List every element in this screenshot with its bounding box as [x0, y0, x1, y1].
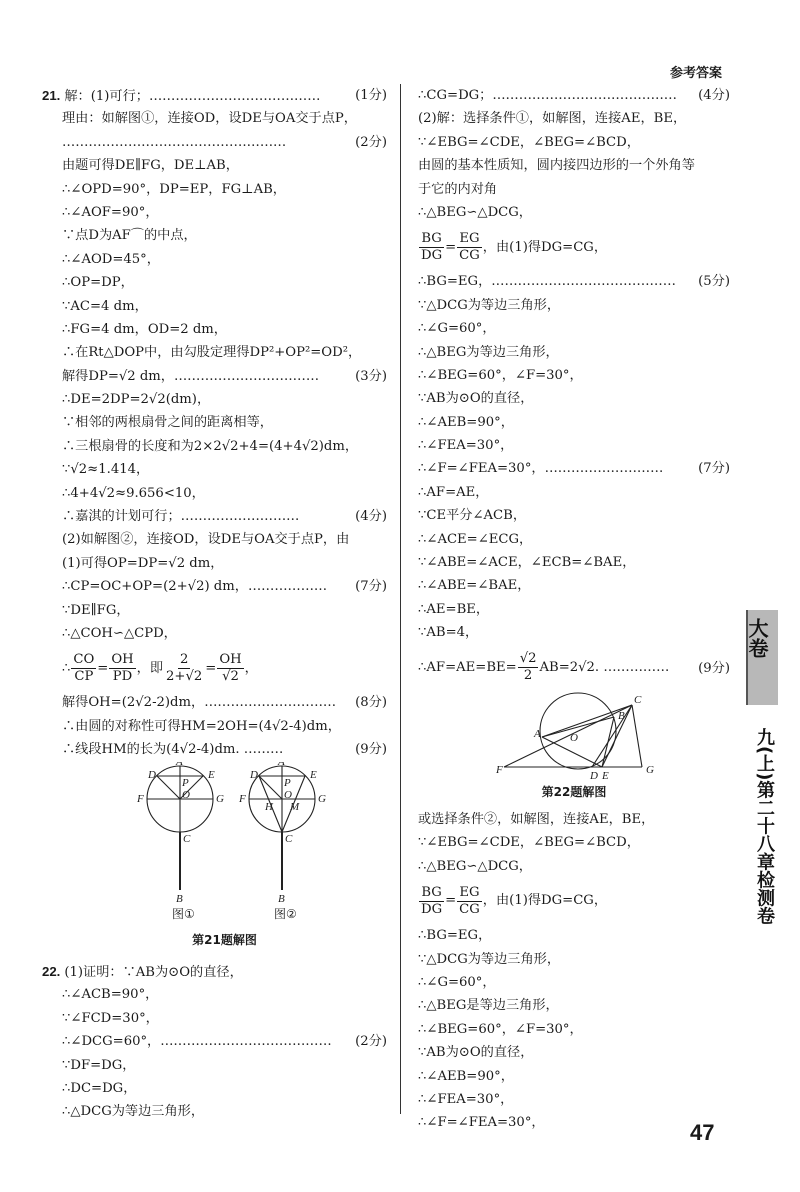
figure-2 — [249, 766, 315, 890]
line-text: (2)解：选择条件①，如解图，连接AE，BE， — [418, 111, 687, 127]
text-line — [62, 1030, 387, 1053]
text-line — [418, 621, 730, 644]
page-header-title: 参考答案 — [669, 66, 722, 81]
q22-figure-caption: 第22题解图 — [541, 784, 607, 799]
text-line — [62, 178, 387, 201]
line-text: (2)如解图②，连接OD，设DE与OA交于点P，由 — [62, 532, 350, 548]
text-line — [62, 528, 387, 551]
text-line — [62, 552, 387, 575]
figure-1 — [147, 766, 213, 890]
text-line — [62, 318, 387, 341]
line-text: ∴∠ACB=90°， — [62, 987, 159, 1003]
line-text: ∴BG=EG，…………………………………… — [418, 274, 676, 290]
q21-solution-part1 — [42, 84, 387, 645]
line-text: ∴由圆的对称性可得HM=2OH=(4√2-4)dm， — [62, 718, 341, 734]
line-text: ∵∠FCD=30°， — [62, 1010, 159, 1026]
fig2-label-C: C — [285, 832, 293, 845]
right-column — [418, 84, 730, 1135]
text-line — [418, 1065, 730, 1088]
text-line — [62, 691, 387, 714]
line-text: ∴∠BEG=60°，∠F=30°， — [418, 367, 583, 383]
line-text: ∴嘉淇的计划可行；……………………… — [62, 509, 300, 525]
line-text: ∵AB为⊙O的直径， — [418, 391, 534, 407]
text-line — [418, 434, 730, 457]
line-text: 解得OH=(2√2-2)dm，………………………… — [62, 695, 337, 711]
fig1-label-B: B — [176, 892, 183, 905]
score-label: (2分) — [355, 134, 387, 150]
line-text: ∴DC=DG， — [62, 1080, 137, 1096]
line-text: ∴CP=OC+OP=(2+√2) dm，……………… — [62, 579, 328, 595]
q22-fraction-line-3: $\frac{BG}{DG}$ = $\frac{EG}{CG}$ ，由(1)得DG=CG， — [421, 884, 608, 917]
text-line — [418, 574, 730, 597]
q22-figure-svg — [418, 691, 730, 781]
text-line — [62, 482, 387, 505]
fig3-label-A: A — [534, 727, 541, 740]
text-line — [418, 924, 730, 947]
line-text: 由题可得DE∥FG，DE⊥AB， — [62, 158, 239, 174]
line-text: ∴△BEG为等边三角形， — [418, 344, 559, 360]
text-line — [418, 855, 730, 878]
line-text: 由圆的基本性质知，圆内接四边形的一个外角等 — [418, 158, 695, 174]
score-label: (7分) — [355, 579, 387, 595]
text-line — [62, 224, 387, 247]
line-text: ∴FG=4 dm，OD=2 dm， — [62, 321, 227, 337]
line-text: ∴∠G=60°， — [418, 974, 496, 990]
text-line — [62, 1007, 387, 1030]
fig1-label-P: P — [182, 776, 189, 789]
q22-fraction-line-2: ∴AF=AE=BE= $\frac{√2}{2}$ AB=2√2. …………… (9分) — [418, 651, 730, 684]
text-line — [62, 365, 387, 388]
column-divider — [400, 84, 401, 1114]
side-chapter-label: 九(上)第二十八章检测卷 — [754, 728, 775, 925]
line-text: ∵相邻的两根扇骨之间的距离相等， — [62, 415, 273, 431]
score-label: (5分) — [698, 274, 730, 290]
fig2-label-D: D — [250, 768, 258, 781]
fig3-label-F: F — [496, 763, 503, 776]
line-text: ∴∠ACE=∠ECG， — [418, 531, 533, 547]
text-line — [418, 481, 730, 504]
line-text: ∵AB为⊙O的直径， — [418, 1045, 534, 1061]
line-text: ∴∠AEB=90°， — [418, 1068, 514, 1084]
text-line — [418, 364, 730, 387]
fig1-label-O: O — [182, 788, 190, 801]
fig1-label-D: D — [148, 768, 156, 781]
text-line — [62, 201, 387, 224]
q22-fraction-line-1: $\frac{BG}{DG}$ = $\frac{EG}{CG}$ ，由(1)得DG=CG， — [421, 230, 608, 263]
text-line — [418, 84, 730, 107]
line-text: ∴BG=EG， — [418, 928, 492, 944]
score-label: (9分) — [355, 742, 387, 758]
text-line — [418, 808, 730, 831]
fig2-label-G: G — [318, 792, 326, 805]
line-text: ∴AF=AE， — [418, 484, 489, 500]
text-line — [418, 294, 730, 317]
fig3-label-E: E — [602, 769, 609, 781]
line-text: (1)可得OP=DP=√2 dm， — [62, 555, 224, 571]
line-text: ∴△COH∽△CPD， — [62, 625, 177, 641]
q21-figure-svg — [62, 762, 387, 937]
fig1-label-E: E — [208, 768, 215, 781]
text-line — [418, 131, 730, 154]
text-line — [418, 178, 730, 201]
line-text: ∵DE∥FG， — [62, 602, 130, 618]
fig2-label-E: E — [310, 768, 317, 781]
text-line — [62, 738, 387, 761]
line-text: ∴∠FEA=30°， — [418, 438, 514, 454]
score-label: (4分) — [355, 509, 387, 525]
line-text: ∵∠EBG=∠CDE，∠BEG=∠BCD， — [418, 835, 640, 851]
q21-figure-caption: 第21题解图 — [192, 932, 257, 947]
text-line — [418, 971, 730, 994]
text-line — [62, 715, 387, 738]
text-line — [62, 388, 387, 411]
fig1-label-F: F — [137, 792, 144, 805]
text-line — [418, 270, 730, 293]
text-line — [418, 831, 730, 854]
line-text: …………………………………………… — [62, 134, 287, 150]
line-text: ∴OP=DP， — [62, 275, 134, 291]
fig2-label-P: P — [284, 776, 291, 789]
line-text: ∵CE平分∠ACB， — [418, 508, 527, 524]
fig2-label-F: F — [239, 792, 246, 805]
text-line — [42, 960, 387, 983]
line-text: ∴∠AOF=90°， — [62, 204, 159, 220]
side-tab-label: 大卷 — [745, 618, 769, 658]
fig2-label-H: H — [265, 800, 273, 813]
text-line — [62, 154, 387, 177]
fig2-label-M: M — [290, 800, 300, 813]
line-text: ∴∠ABE=∠BAE， — [418, 578, 531, 594]
line-text: ∴△BEG∽△DCG， — [418, 858, 532, 874]
line-text: ∴三根扇骨的长度和为2×2√2+4=(4+4√2)dm， — [62, 438, 359, 454]
fig3-label-B: B — [618, 709, 625, 722]
text-line — [418, 1088, 730, 1111]
line-text: 解：(1)可行；………………………………… — [64, 89, 321, 104]
text-line — [62, 411, 387, 434]
fig2-label-A: A — [278, 761, 285, 768]
text-line — [418, 107, 730, 130]
text-line — [418, 528, 730, 551]
score-label: (2分) — [355, 1034, 387, 1050]
line-text: (1)证明：∵AB为⊙O的直径， — [64, 964, 243, 980]
line-text: ∵AB=4， — [418, 625, 479, 641]
line-text: ∴∠G=60°， — [418, 321, 496, 337]
text-line — [62, 131, 387, 154]
score-label: (8分) — [355, 695, 387, 711]
text-line — [62, 248, 387, 271]
line-text: ∵△DCG为等边三角形， — [418, 297, 561, 313]
text-line — [62, 983, 387, 1006]
text-line — [62, 435, 387, 458]
text-line — [62, 458, 387, 481]
line-text: ∴∠F=∠FEA=30°，……………………… — [418, 461, 664, 477]
line-text: ∵△DCG为等边三角形， — [418, 951, 561, 967]
line-text: ∴AE=BE， — [418, 601, 490, 617]
fig1-caption: 图① — [172, 906, 195, 921]
text-line — [418, 457, 730, 480]
line-text: ∵∠EBG=∠CDE，∠BEG=∠BCD， — [418, 134, 640, 150]
text-line — [62, 1054, 387, 1077]
q21-figures — [62, 762, 387, 937]
text-line — [418, 154, 730, 177]
line-text: ∵∠ABE=∠ACE，∠ECB=∠BAE， — [418, 555, 636, 571]
q22-solution-part2 — [418, 84, 730, 224]
line-text: ∵点D为AF⌒的中点， — [62, 228, 197, 244]
text-line — [62, 1100, 387, 1123]
line-text: 或选择条件②，如解图，连接AE，BE， — [418, 812, 655, 827]
q21-solution-part2 — [62, 691, 387, 761]
line-text: ∴∠DCG=60°，………………………………… — [62, 1034, 332, 1050]
q22-alt-solution-part2 — [418, 924, 730, 1135]
q22-figure — [418, 691, 730, 781]
fig1-label-G: G — [216, 792, 224, 805]
fig1-label-C: C — [183, 832, 191, 845]
text-line — [418, 411, 730, 434]
text-line — [62, 107, 387, 130]
q22-solution-part1 — [42, 960, 387, 1124]
line-text: ∴∠F=∠FEA=30°， — [418, 1115, 545, 1131]
fig2-label-B: B — [278, 892, 285, 905]
text-line — [62, 622, 387, 645]
line-text: ∴△BEG∽△DCG， — [418, 204, 532, 220]
text-line — [418, 341, 730, 364]
text-line — [62, 575, 387, 598]
text-line — [62, 295, 387, 318]
text-line — [418, 317, 730, 340]
fig3-label-C: C — [634, 693, 642, 706]
text-line — [418, 504, 730, 527]
line-text: ∴4+4√2≈9.656<10， — [62, 485, 205, 501]
score-label: (7分) — [698, 461, 730, 477]
text-line — [62, 505, 387, 528]
line-text: ∴线段HM的长为(4√2-4)dm. ……… — [62, 742, 284, 758]
score-label: (1分) — [355, 88, 387, 103]
text-line — [418, 201, 730, 224]
q22-solution-part3 — [418, 270, 730, 644]
text-line — [418, 551, 730, 574]
line-text: ∴△DCG为等边三角形， — [62, 1104, 205, 1120]
text-line — [62, 599, 387, 622]
text-line — [62, 1077, 387, 1100]
line-text: 理由：如解图①，连接OD，设DE与OA交于点P， — [62, 111, 357, 127]
text-line — [62, 341, 387, 364]
fig2-label-O: O — [284, 788, 292, 801]
line-text: ∵√2≈1.414， — [62, 462, 150, 478]
line-text: ∴∠OPD=90°，DP=EP，FG⊥AB， — [62, 181, 286, 197]
score-label: (3分) — [355, 368, 387, 384]
q21-fraction-line: ∴ $\frac{CO}{CP}$ = $\frac{OH}{PD}$ ，即 $\frac{2}{2+√2}$ = $\frac{OH}{√2}$ ， — [62, 651, 258, 684]
score-label: (4分) — [698, 88, 730, 103]
text-line — [42, 84, 387, 107]
line-text: ∴∠BEG=60°，∠F=30°， — [418, 1021, 583, 1037]
line-text: ∴∠AOD=45°， — [62, 251, 160, 267]
line-text: ∴DE=2DP=2√2(dm)， — [62, 392, 211, 408]
text-line — [418, 598, 730, 621]
fig3-label-D: D — [590, 769, 598, 781]
text-line — [418, 948, 730, 971]
text-line — [418, 387, 730, 410]
text-line — [418, 1018, 730, 1041]
text-line — [418, 1111, 730, 1134]
q22-alt-solution-part1 — [418, 808, 730, 878]
line-text: ∵AC=4 dm， — [62, 298, 148, 314]
fig3-label-G: G — [646, 763, 654, 776]
fig3-label-O: O — [570, 731, 578, 744]
fig2-caption: 图② — [274, 906, 297, 921]
line-text: ∵DF=DG， — [62, 1057, 136, 1073]
line-text: 于它的内对角 — [418, 181, 498, 197]
line-text: ∴∠FEA=30°， — [418, 1091, 514, 1107]
line-text: ∴△BEG是等边三角形， — [418, 998, 559, 1014]
left-column — [42, 84, 387, 1124]
line-text: ∴CG=DG；…………………………………… — [418, 88, 677, 103]
line-text: ∴∠AEB=90°， — [418, 414, 514, 430]
line-text: ∴在Rt△DOP中，由勾股定理得DP²+OP²=OD²， — [62, 345, 362, 361]
fig1-label-A: A — [176, 761, 183, 768]
text-line — [62, 271, 387, 294]
line-text: 解得DP=√2 dm，…………………………… — [62, 368, 320, 384]
text-line — [418, 994, 730, 1017]
page-number: 47 — [690, 1120, 715, 1145]
question-number: 21. — [42, 88, 61, 103]
question-number: 22. — [42, 963, 61, 979]
text-line — [418, 1041, 730, 1064]
